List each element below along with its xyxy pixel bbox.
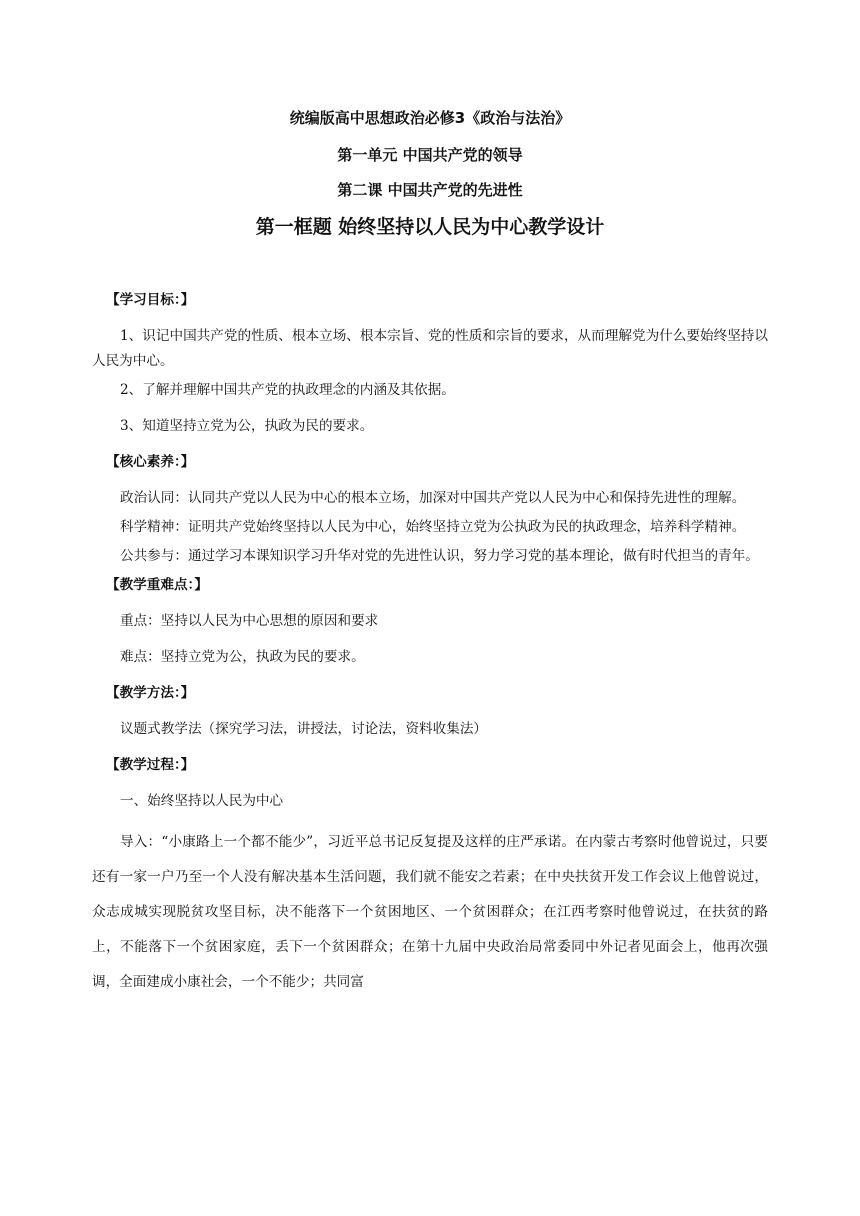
methods-heading: 【教学方法：】 bbox=[106, 685, 195, 701]
keypoint-item: 重点：坚持以人民为中心思想的原因和要求 bbox=[120, 613, 379, 629]
method-item: 议题式教学法（探究学习法，讲授法，讨论法，资料收集法） bbox=[120, 721, 488, 737]
objective-item: 2、了解并理解中国共产党的执政理念的内涵及其依据。 bbox=[120, 382, 455, 398]
lesson-title: 第二课 中国共产党的先进性 bbox=[337, 181, 523, 199]
unit-title: 第一单元 中国共产党的领导 bbox=[337, 146, 523, 164]
document-body bbox=[92, 288, 768, 1011]
objectives-heading: 【学习目标：】 bbox=[106, 292, 195, 308]
literacy-item: 科学精神：证明共产党始终坚持以人民为中心，始终坚持立党为公执政为民的执政理念，培养科学精神。 bbox=[120, 519, 746, 535]
process-heading: 【教学过程：】 bbox=[106, 757, 195, 773]
topic-title: 第一框题 始终坚持以人民为中心教学设计 bbox=[255, 216, 605, 238]
process-item: 导入：“小康路上一个都不能少”，习近平总书记反复提及这样的庄严承诺。在内蒙古考察时他曾说过，只要还有一家一户乃至一个人没有解决基本生活问题，我们就不能安之若素；在中央扶贫开发工作会议上他曾说过，众志成城实现脱贫攻坚目标，决不能落下一个贫困地区、一个贫困群众；在江西考察时他曾说过，在扶贫的路上，不能落下一个贫困家庭，丢下一个贫困群众；在第十九届中央政治局常委同中外记者见面会上，他再次强调，全面建成小康社会，一个不能少；共同富 bbox=[92, 834, 768, 990]
literacy-item: 政治认同：认同共产党以人民为中心的根本立场，加深对中国共产党以人民为中心和保持先进性的理解。 bbox=[120, 490, 746, 506]
keypoints-heading: 【教学重难点：】 bbox=[106, 577, 208, 593]
process-item: 一、始终坚持以人民为中心 bbox=[120, 793, 284, 809]
objective-item: 1、识记中国共产党的性质、根本立场、根本宗旨、党的性质和宗旨的要求，从而理解党为什么要始终坚持以人民为中心。 bbox=[92, 328, 768, 369]
literacy-heading: 【核心素养：】 bbox=[106, 454, 195, 470]
objective-item: 3、知道坚持立党为公，执政为民的要求。 bbox=[120, 418, 374, 434]
book-title: 统编版高中思想政治必修3《政治与法治》 bbox=[289, 109, 571, 127]
literacy-item: 公共参与：通过学习本课知识学习升华对党的先进性认识，努力学习党的基本理论，做有时代担当的青年。 bbox=[120, 548, 759, 564]
keypoint-item: 难点：坚持立党为公，执政为民的要求。 bbox=[120, 649, 365, 665]
